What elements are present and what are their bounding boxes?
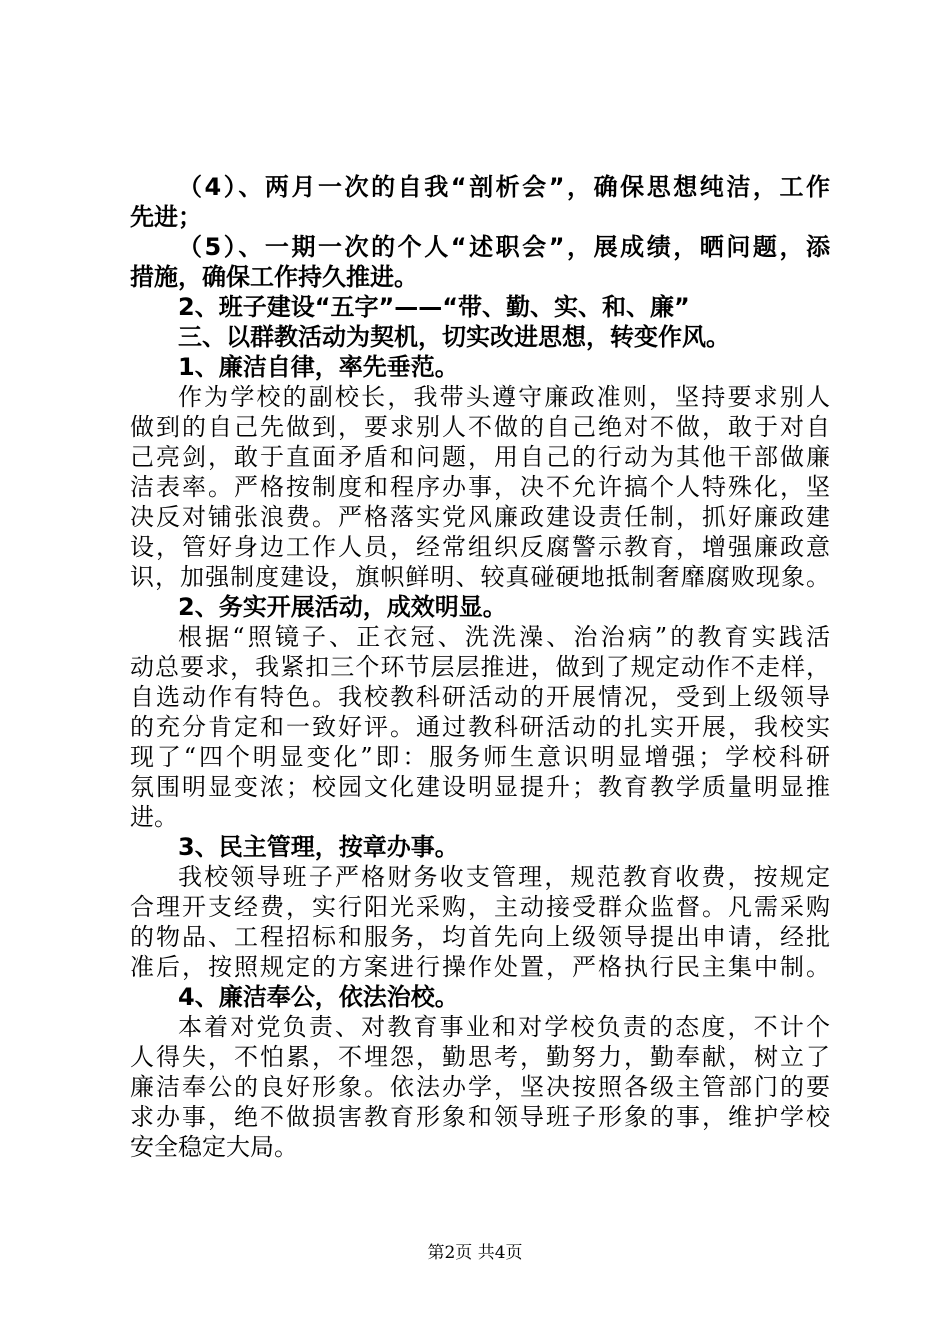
- para-5-line-2: 措施，确保工作持久推进。: [130, 263, 418, 291]
- sub-2-para-line: 的充分肯定和一致好评。通过教科研活动的扎实开展，我校实: [130, 713, 830, 741]
- sub-4-para-line: 廉洁奉公的良好形象。依法办学，坚决按照各级主管部门的要: [130, 1073, 830, 1101]
- sub-4-para-line: 安全稳定大局。: [130, 1133, 298, 1161]
- sub-4-para-line: 人得失，不怕累，不埋怨，勤思考，勤努力，勤奉献，树立了: [130, 1043, 830, 1071]
- sub-1-para-line: 识，加强制度建设，旗帜鲜明、较真碰硬地抵制奢靡腐败现象。: [130, 563, 830, 591]
- sub-2-heading: 2、务实开展活动，成效明显。: [178, 593, 507, 621]
- sub-3-para-line: 的物品、工程招标和服务，均首先向上级领导提出申请，经批: [130, 923, 830, 951]
- sub-4-para-line: 本着对党负责、对教育事业和对学校负责的态度，不计个: [178, 1013, 830, 1041]
- sub-1-para-line: 做到的自己先做到，要求别人不做的自己绝对不做，敢于对自: [130, 413, 830, 441]
- sub-1-para-line: 决反对铺张浪费。严格落实党风廉政建设责任制，抓好廉政建: [130, 503, 830, 531]
- sub-1-para-line: 洁表率。严格按制度和程序办事，决不允许搞个人特殊化，坚: [130, 473, 830, 501]
- sub-1-para-line: 设，管好身边工作人员，经常组织反腐警示教育，增强廉政意: [130, 533, 830, 561]
- sub-3-heading: 3、民主管理，按章办事。: [178, 833, 459, 861]
- sub-3-para-line: 我校领导班子严格财务收支管理，规范教育收费，按规定: [178, 863, 830, 891]
- sub-2-para-line: 根据“照镜子、正衣冠、洗洗澡、治治病”的教育实践活: [178, 623, 830, 651]
- section-3-heading: 三、以群教活动为契机，切实改进思想，转变作风。: [178, 323, 730, 351]
- sub-2-para-line: 自选动作有特色。我校教科研活动的开展情况，受到上级领导: [130, 683, 830, 711]
- item-2-heading: 2、班子建设“五字”——“带、勤、实、和、廉”: [178, 293, 690, 321]
- sub-2-para-line: 氛围明显变浓；校园文化建设明显提升；教育教学质量明显推: [130, 773, 830, 801]
- page-footer: 第2页 共4页: [427, 1243, 523, 1263]
- sub-3-para-line: 准后，按照规定的方案进行操作处置，严格执行民主集中制。: [130, 953, 830, 981]
- sub-4-para-line: 求办事，绝不做损害教育形象和领导班子形象的事，维护学校: [130, 1103, 830, 1131]
- sub-3-para-line: 合理开支经费，实行阳光采购，主动接受群众监督。凡需采购: [130, 893, 830, 921]
- sub-2-para-line: 进。: [130, 803, 178, 831]
- sub-4-heading: 4、廉洁奉公，依法治校。: [178, 983, 459, 1011]
- sub-2-para-line: 动总要求，我紧扣三个环节层层推进，做到了规定动作不走样，: [130, 653, 830, 681]
- sub-1-para-line: 作为学校的副校长，我带头遵守廉政准则，坚持要求别人: [178, 383, 830, 411]
- sub-1-para-line: 己亮剑，敢于直面矛盾和问题，用自己的行动为其他干部做廉: [130, 443, 830, 471]
- sub-1-heading: 1、廉洁自律，率先垂范。: [178, 353, 459, 381]
- para-4-line-2: 先进；: [130, 203, 202, 231]
- para-5-line-1: （5）、一期一次的个人“述职会”，展成绩，晒问题，添: [178, 233, 830, 261]
- document-page: [130, 172, 830, 1162]
- para-4-line-1: （4）、两月一次的自我“剖析会”，确保思想纯洁，工作: [178, 173, 830, 201]
- sub-2-para-line: 现了“四个明显变化”即：服务师生意识明显增强；学校科研: [130, 743, 830, 771]
